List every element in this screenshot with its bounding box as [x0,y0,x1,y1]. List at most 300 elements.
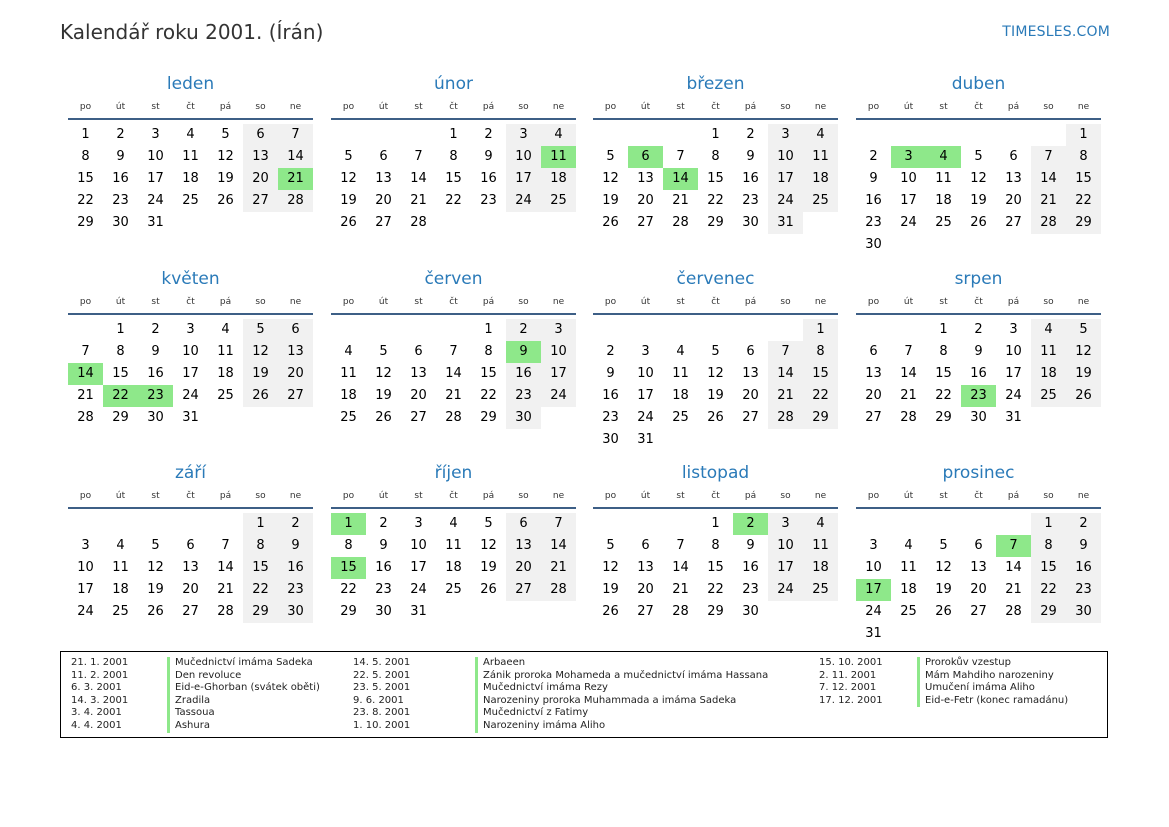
holiday-day: 22 [103,385,138,407]
day-cell: 15 [77,171,94,186]
day-cell: 21 [445,388,462,403]
weekday-label: st [676,102,685,112]
day-cell: 29 [1031,601,1066,623]
day-cell: 8 [116,344,125,359]
day-cell: 27 [637,604,654,619]
day-cell: 22 [707,193,724,208]
day-cell: 23 [602,410,619,425]
weekday-label: ne [289,297,302,307]
day-cell: 22 [480,388,497,403]
weekday-label: čt [974,491,983,501]
day-cell: 23 [865,215,882,230]
day-cell: 3 [81,538,90,553]
day-cell: 21 [1031,190,1066,212]
day-cell: 10 [768,146,803,168]
weekday-label: čt [186,102,195,112]
weekday-label: st [151,491,160,501]
day-cell: 2 [484,127,493,142]
weekday-label: po [604,102,617,112]
weekday-label: po [867,491,880,501]
weekday-label: út [115,297,126,307]
day-cell: 12 [602,171,619,186]
month-name: červenec [676,269,755,289]
weekday-label: pá [744,297,757,307]
day-cell: 2 [1066,513,1101,535]
day-cell: 26 [707,410,724,425]
day-cell: 27 [375,215,392,230]
day-cell: 24 [768,579,803,601]
day-cell: 8 [1066,146,1101,168]
weekday-header [856,96,1101,120]
holiday-name: Narozeniny imáma Aliho [475,720,605,733]
empty-cell [331,124,366,146]
holiday-day: 23 [961,385,996,407]
weekday-label: pá [219,297,232,307]
day-cell: 8 [81,149,90,164]
holiday-name: Mučednictví imáma Rezy [475,682,608,695]
day-cell: 22 [243,579,278,601]
day-cell: 7 [414,149,423,164]
day-grid [593,319,838,451]
day-cell: 14 [217,560,234,575]
day-cell: 13 [278,341,313,363]
weekday-label: út [903,102,914,112]
day-cell: 3 [541,319,576,341]
day-grid [856,124,1101,256]
day-cell: 15 [707,560,724,575]
day-cell: 24 [410,582,427,597]
site-link[interactable]: TIMESLES.COM [1002,24,1110,40]
day-cell: 16 [506,363,541,385]
empty-cell [331,319,366,341]
day-cell: 6 [974,538,983,553]
day-cell: 12 [935,560,952,575]
day-cell: 27 [182,604,199,619]
day-cell: 26 [217,193,234,208]
weekday-label: pá [1007,491,1020,501]
day-cell: 20 [637,582,654,597]
holiday-day: 1 [331,513,366,535]
empty-cell [891,513,926,535]
holiday-day: 3 [891,146,926,168]
day-cell: 11 [803,146,838,168]
day-cell: 14 [410,171,427,186]
day-cell: 16 [865,193,882,208]
day-cell: 9 [116,149,125,164]
day-cell: 7 [221,538,230,553]
day-cell: 5 [711,344,720,359]
day-cell: 17 [147,171,164,186]
month-červen [331,267,576,429]
day-cell: 15 [112,366,129,381]
month-únor [331,72,576,234]
day-cell: 15 [480,366,497,381]
day-cell: 30 [1066,601,1101,623]
day-cell: 31 [637,432,654,447]
weekday-label: út [115,102,126,112]
holiday-name: Eid-e-Fetr (konec ramadánu) [917,695,1068,708]
holiday-date: 4. 4. 2001 [71,719,122,731]
day-cell: 5 [379,344,388,359]
empty-cell [996,513,1031,535]
day-cell: 10 [410,538,427,553]
day-cell: 12 [602,560,619,575]
day-cell: 27 [865,410,882,425]
day-cell: 9 [484,149,493,164]
day-cell: 8 [1031,535,1066,557]
day-cell: 7 [676,149,685,164]
day-cell: 24 [637,410,654,425]
day-cell: 13 [742,366,759,381]
day-cell: 8 [711,538,720,553]
day-cell: 2 [379,516,388,531]
day-cell: 9 [151,344,160,359]
day-cell: 25 [672,410,689,425]
day-cell: 16 [278,557,313,579]
day-cell: 27 [243,190,278,212]
empty-cell [663,124,698,146]
day-cell: 11 [803,535,838,557]
day-grid [331,319,576,429]
month-name: říjen [434,463,473,483]
weekday-label: st [676,297,685,307]
day-grid [68,319,313,429]
day-cell: 30 [742,604,759,619]
day-cell: 25 [182,193,199,208]
day-cell: 11 [672,366,689,381]
weekday-header [68,291,313,315]
day-cell: 9 [746,149,755,164]
weekday-label: čt [186,491,195,501]
day-cell: 15 [445,171,462,186]
holiday-day: 21 [278,168,313,190]
empty-cell [891,124,926,146]
empty-cell [698,319,733,341]
day-cell: 19 [707,388,724,403]
weekday-label: út [378,491,389,501]
day-cell: 3 [768,124,803,146]
day-cell: 27 [970,604,987,619]
day-cell: 11 [445,538,462,553]
day-cell: 18 [182,171,199,186]
weekday-label: ne [552,491,565,501]
day-cell: 9 [379,538,388,553]
day-cell: 25 [340,410,357,425]
holiday-name: Zradila [167,695,210,708]
weekday-label: pá [744,102,757,112]
day-cell: 22 [935,388,952,403]
day-cell: 2 [746,127,755,142]
day-cell: 11 [935,171,952,186]
weekday-label: ne [1077,491,1090,501]
holiday-name: Tassoua [167,707,215,720]
month-leden [68,72,313,234]
holiday-date: 9. 6. 2001 [353,694,404,706]
day-cell: 26 [375,410,392,425]
day-cell: 29 [112,410,129,425]
weekday-label: čt [974,102,983,112]
holiday-date: 23. 5. 2001 [353,682,411,694]
holiday-name: Narozeniny proroka Muhammada a imáma Sadeka [475,695,736,708]
day-cell: 14 [1031,168,1066,190]
day-cell: 6 [414,344,423,359]
weekday-label: út [903,491,914,501]
day-cell: 20 [865,388,882,403]
weekday-label: út [903,297,914,307]
month-prosinec [856,461,1101,645]
empty-cell [436,319,471,341]
day-cell: 4 [186,127,195,142]
day-cell: 24 [506,190,541,212]
day-cell: 10 [900,171,917,186]
empty-cell [768,319,803,341]
holiday-date: 7. 12. 2001 [819,682,877,694]
day-cell: 1 [1066,124,1101,146]
day-cell: 8 [939,344,948,359]
day-cell: 5 [1066,319,1101,341]
holiday-date: 14. 5. 2001 [353,657,411,668]
empty-cell [68,319,103,341]
weekday-header [593,96,838,120]
holiday-day: 14 [68,363,103,385]
day-cell: 18 [803,557,838,579]
day-cell: 3 [414,516,423,531]
day-cell: 3 [506,124,541,146]
holiday-day: 7 [996,535,1031,557]
day-cell: 4 [116,538,125,553]
day-cell: 15 [1031,557,1066,579]
day-cell: 13 [375,171,392,186]
day-cell: 16 [970,366,987,381]
day-cell: 16 [480,171,497,186]
day-cell: 20 [742,388,759,403]
day-cell: 6 [186,538,195,553]
weekday-label: so [780,297,791,307]
weekday-label: so [255,102,266,112]
empty-cell [996,124,1031,146]
weekday-label: ne [814,491,827,501]
day-cell: 30 [147,410,164,425]
weekday-label: pá [1007,297,1020,307]
day-cell: 4 [1031,319,1066,341]
day-cell: 1 [711,516,720,531]
day-cell: 27 [1005,215,1022,230]
day-grid [331,124,576,234]
day-cell: 28 [672,604,689,619]
day-cell: 21 [77,388,94,403]
empty-cell [1031,124,1066,146]
holiday-name: Zánik proroka Mohameda a mučednictví imáma Hassana [475,670,768,683]
weekday-header [68,485,313,509]
day-cell: 20 [278,363,313,385]
weekday-label: po [604,491,617,501]
day-cell: 23 [375,582,392,597]
day-cell: 25 [541,190,576,212]
day-cell: 25 [1031,385,1066,407]
day-cell: 20 [243,168,278,190]
day-cell: 1 [484,322,493,337]
day-cell: 19 [1066,363,1101,385]
day-cell: 8 [803,341,838,363]
day-cell: 24 [900,215,917,230]
day-cell: 17 [768,168,803,190]
day-cell: 19 [970,193,987,208]
day-cell: 17 [410,560,427,575]
day-cell: 26 [340,215,357,230]
weekday-label: so [1043,297,1054,307]
day-grid [331,513,576,623]
month-name: leden [166,74,215,94]
day-cell: 9 [278,535,313,557]
day-cell: 11 [1031,341,1066,363]
day-cell: 24 [147,193,164,208]
day-cell: 25 [217,388,234,403]
month-říjen [331,461,576,623]
day-cell: 28 [1031,212,1066,234]
day-cell: 3 [768,513,803,535]
day-cell: 2 [278,513,313,535]
holiday-date: 22. 5. 2001 [353,669,411,681]
empty-cell [856,513,891,535]
day-cell: 2 [974,322,983,337]
day-cell: 13 [637,171,654,186]
day-cell: 28 [1005,604,1022,619]
day-cell: 15 [935,366,952,381]
day-cell: 2 [506,319,541,341]
day-cell: 28 [445,410,462,425]
empty-cell [628,319,663,341]
day-cell: 30 [112,215,129,230]
day-cell: 16 [742,560,759,575]
day-cell: 27 [742,410,759,425]
day-cell: 25 [803,579,838,601]
day-cell: 20 [410,388,427,403]
weekday-label: st [151,297,160,307]
holiday-date: 23. 8. 2001 [353,707,411,719]
day-cell: 3 [641,344,650,359]
weekday-header [593,485,838,509]
day-cell: 1 [243,513,278,535]
weekday-header [856,485,1101,509]
weekday-label: pá [219,102,232,112]
weekday-label: so [518,491,529,501]
month-name: září [174,463,207,483]
weekday-label: čt [711,491,720,501]
day-cell: 10 [541,341,576,363]
holiday-day: 17 [856,579,891,601]
empty-cell [366,124,401,146]
holiday-name: Umučení imáma Aliho [917,682,1035,695]
day-cell: 5 [151,538,160,553]
weekday-label: út [640,102,651,112]
day-cell: 12 [340,171,357,186]
day-cell: 10 [506,146,541,168]
weekday-label: út [115,491,126,501]
day-cell: 21 [900,388,917,403]
day-cell: 5 [344,149,353,164]
day-cell: 10 [637,366,654,381]
day-cell: 17 [182,366,199,381]
day-cell: 9 [1066,535,1101,557]
day-cell: 22 [445,193,462,208]
day-cell: 9 [746,538,755,553]
weekday-label: ne [552,102,565,112]
day-cell: 12 [375,366,392,381]
day-cell: 8 [484,344,493,359]
weekday-header [331,485,576,509]
day-cell: 23 [1066,579,1101,601]
day-cell: 31 [768,212,803,234]
day-grid [856,513,1101,645]
weekday-label: so [255,491,266,501]
day-cell: 24 [865,604,882,619]
day-cell: 6 [1009,149,1018,164]
day-cell: 13 [506,535,541,557]
weekday-label: pá [744,491,757,501]
weekday-label: so [780,102,791,112]
day-cell: 19 [375,388,392,403]
day-cell: 11 [217,344,234,359]
month-name: duben [951,74,1006,94]
day-cell: 4 [541,124,576,146]
day-cell: 14 [768,363,803,385]
day-cell: 11 [182,149,199,164]
day-cell: 9 [974,344,983,359]
day-cell: 21 [672,193,689,208]
day-cell: 15 [803,363,838,385]
day-cell: 21 [672,582,689,597]
weekday-label: út [378,297,389,307]
day-cell: 4 [803,124,838,146]
day-cell: 2 [869,149,878,164]
day-cell: 20 [1005,193,1022,208]
day-cell: 4 [904,538,913,553]
day-grid [856,319,1101,429]
day-cell: 5 [974,149,983,164]
day-cell: 6 [379,149,388,164]
day-cell: 5 [606,538,615,553]
weekday-label: ne [552,297,565,307]
day-cell: 17 [541,363,576,385]
day-cell: 17 [1005,366,1022,381]
day-cell: 14 [1005,560,1022,575]
day-cell: 1 [939,322,948,337]
day-cell: 4 [803,513,838,535]
day-cell: 20 [375,193,392,208]
day-cell: 2 [606,344,615,359]
weekday-header [593,291,838,315]
day-cell: 28 [77,410,94,425]
weekday-label: čt [711,297,720,307]
holiday-date: 14. 3. 2001 [71,694,129,706]
holiday-date: 6. 3. 2001 [71,682,122,694]
holiday-day: 15 [331,557,366,579]
weekday-label: čt [186,297,195,307]
day-cell: 29 [707,215,724,230]
empty-cell [926,124,961,146]
day-cell: 29 [707,604,724,619]
day-cell: 19 [217,171,234,186]
day-cell: 21 [1005,582,1022,597]
weekday-label: čt [449,297,458,307]
day-cell: 30 [278,601,313,623]
day-cell: 22 [1031,579,1066,601]
day-cell: 12 [147,560,164,575]
day-cell: 30 [506,407,541,429]
empty-cell [961,513,996,535]
day-cell: 10 [77,560,94,575]
month-červenec [593,267,838,451]
